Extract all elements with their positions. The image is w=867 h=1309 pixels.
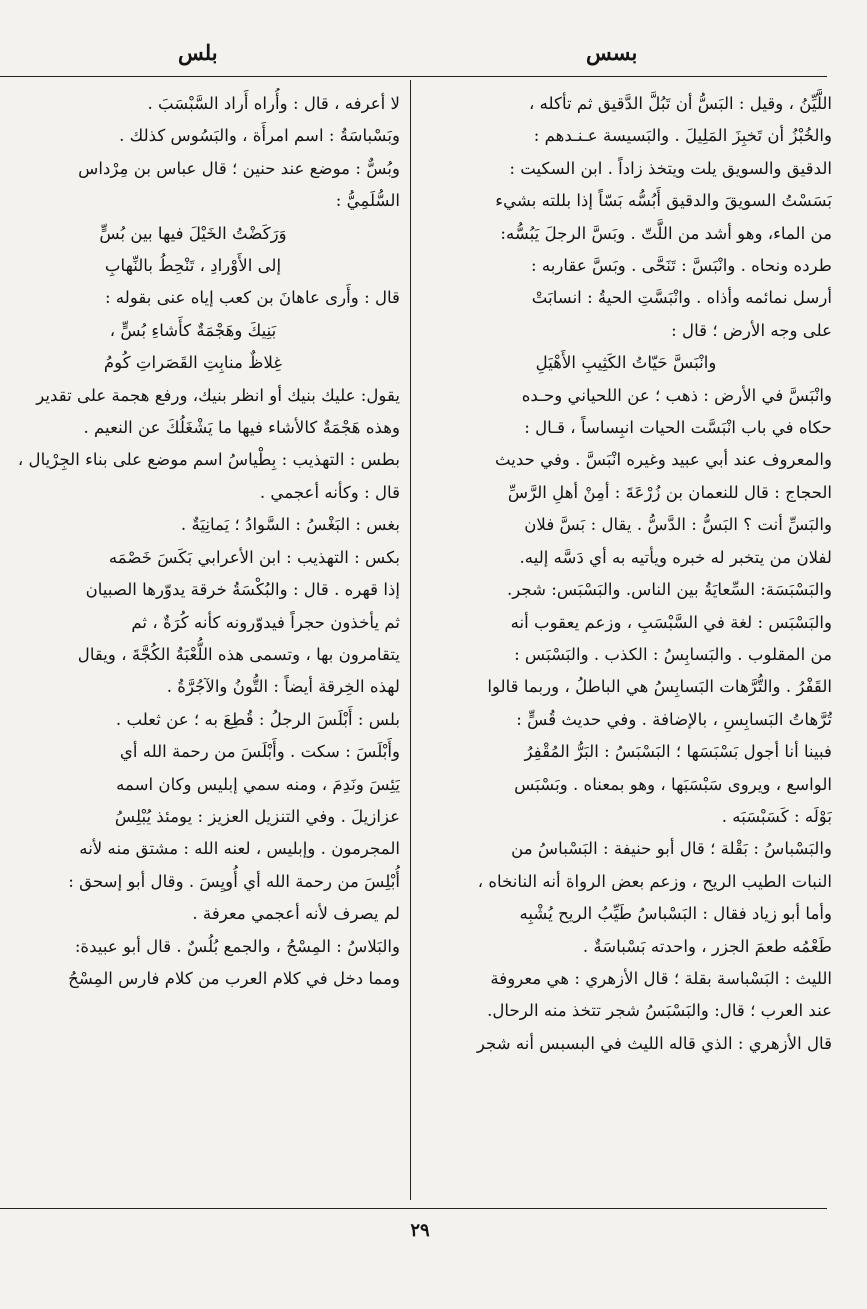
running-header-right: بسس: [586, 40, 638, 65]
text-line: قال : وكأنه أعجمي .: [259, 482, 400, 502]
running-header-left: بلس: [178, 40, 218, 65]
text-line: طَعْمُه طعمَ الجزر ، واحدته بَسْباسَةٌ .: [582, 936, 832, 956]
column-divider: [410, 80, 411, 1200]
text-line: على وجه الأرض ؛ قال :: [671, 320, 832, 340]
text-line: وأَبْلَسَ : سكت . وأَبْلَسَ من رحمة الله أي: [119, 742, 400, 762]
text-line: وبُسٌّ : موضع عند حنين ؛ قال عباس بن مِرْداس: [78, 158, 400, 178]
left-column: [0, 88, 400, 1203]
entry-line: بغس : البَغْسُ : السَّوادُ ؛ يَمانِيَةٌ .: [180, 515, 400, 535]
text-line: والبَلاسُ : المِسْحُ ، والجمع بُلُسٌ . قال أبو عبيدة:: [74, 936, 400, 956]
text-line: والبَسْبَس : لغة في السَّبْسَبِ ، وزعم يعقوب أنه: [510, 612, 832, 632]
text-line: والمعروف عند أبي عبيد وغيره انْبَسَّ . وفي حديث: [494, 450, 832, 470]
text-line: النبات الطيب الريح ، وزعم بعض الرواة أنه النانخاه ،: [477, 871, 832, 891]
text-line: حكاه في باب انْبَسَّت الحيات انبِساساً ، قـال :: [524, 418, 832, 438]
verse-line: بَنِيكَ وهَجْمَةٌ كأَشاءِ بُسٍّ ،: [109, 320, 277, 340]
text-line: عزازيلَ . وفي التنزيل العزيز : يومئذ يُبْلِسُ: [114, 806, 400, 826]
entry-line: بلس : أَبْلَسَ الرجلُ : قُطِعَ به ؛ عن ثعلب .: [115, 709, 400, 729]
text-line: لهذه الخِرقة أيضاً : التُّونُ والآجُرَّةُ .: [166, 677, 400, 697]
text-line: طرده ونحاه . وانْبَسَّ : تَنَحَّى . وبَسَّ عقاربه :: [531, 256, 832, 276]
text-line: والخُبْزُ أن تَخبِزَ المَلِيلَ . والبَسيسة عـنـدهم :: [533, 126, 832, 146]
text-line: بَسَسْتُ السويقَ والدقيق أَبُسُّه بَسّاً إذا بللته بشيء: [495, 191, 832, 211]
text-line: الواسع ، ويروى سَبْسَبَها ، وهو بمعناه . وبَسْبَس: [514, 774, 832, 794]
verse-line: غِلاظٌ منابِتِ القَصَراتِ كُومُ: [103, 353, 283, 373]
text-line: من الماء، وهو أشد من اللَّتّ . وبَسَّ الرجلَ يَبُسُّه:: [500, 223, 832, 243]
text-line: الدقيق والسويق يلت ويتخذ زاداً . ابن السكيت :: [509, 158, 832, 178]
text-line: والبَسْبَسَة: السِّعايَةُ بين الناس. والبَسْبَس: شجر.: [506, 580, 832, 600]
text-line: قال الأزهري : الذي قاله الليث في البسبس أنه شجر: [476, 1033, 832, 1053]
text-line: والبَسِّ أنت ؟ البَسُّ : الدَّسُّ . يقال : بَسَّ فلان: [524, 515, 832, 535]
text-line: أُبْلِسَ من رحمة الله أي أُويِسَ . وقال أبو إسحق :: [68, 871, 400, 891]
text-line: يَئِسَ ونَدِمَ ، ومنه سمي إبليس وكان اسمه: [116, 774, 400, 794]
entry-line: بطس : التهذيب : بِطْياسُ اسم موضع على بناء الجِرْيال ،: [17, 450, 400, 470]
text-line: وانْبَسَّ في الأرض : ذهب ؛ عن اللحياني وحـده: [521, 385, 832, 405]
text-line: ثم يأخذون حجراً فيدوّرونه كأنه كُرَةٌ ، ثم: [131, 612, 400, 632]
text-line: يتقامرون بها ، وتسمى هذه اللُّعْبَةُ الكُجَّةَ ، ويقال: [77, 644, 400, 664]
text-line: بَوْلَه : كَسَبْسَبَه .: [721, 806, 832, 826]
verse-line: وَرَكَضْتُ الخَيْلَ فيها بين بُسٍّ: [99, 223, 287, 243]
verse-line: وانْبَسَّ حَيّاتُ الكَثِيبِ الأَهْيَلِ: [535, 353, 717, 373]
text-line: وهذه هَجْمَةٌ كالأشاء فيها ما يَشْغَلُكَ عن النعيم .: [83, 418, 400, 438]
text-line: القَفْرُ . والتُّرَّهات البَسابِسُ هي الباطلُ ، وربما قالوا: [487, 677, 832, 697]
verse-line: إلى الأَوْرادِ ، تَنْحِطُ بالنِّهابِ: [104, 256, 282, 276]
text-line: وبَسْباسَةُ : اسم امرأَة ، والبَسُوس كذلك .: [119, 126, 400, 146]
text-line: ومما دخل في كلام العرب من كلام فارس المِسْحُ: [68, 968, 400, 988]
text-line: المجرمون . وإبليس ، لعنه الله : مشتق منه لأنه: [79, 839, 400, 859]
text-line: إذا قهره . قال : والبُكْسَةُ خرقة يدوّرها الصبيان: [85, 580, 400, 600]
footer-rule: [0, 1208, 827, 1209]
text-line: لم يصرف لأنه أعجمي معرفة .: [192, 904, 400, 924]
text-line: اللَّيِّنُ ، وقيل : البَسُّ أن تَبُلَّ الدَّقيق ثم تأكله ،: [529, 94, 832, 113]
text-line: لا أعرفه ، قال : وأُراه أَراد السَّبْسَبَ .: [147, 94, 400, 113]
text-line: يقول: عليك بنيك أو انظر بنيك، ورفع هجمة على تقدير: [36, 385, 400, 405]
header-rule: [0, 76, 827, 77]
text-line: السُّلَمِيُّ :: [335, 191, 400, 211]
right-column: [420, 88, 832, 1203]
text-line: عند العرب ؛ قال: والبَسْبَسُ شجر تتخذ منه الرحال.: [487, 1001, 832, 1021]
page-number: ٢٩: [410, 1220, 430, 1241]
text-line: الليث : البَسْباسة بقلة ؛ قال الأزهري : هي معروفة: [490, 968, 832, 988]
text-line: والبَسْباسُ : بَقْلة ؛ قال أبو حنيفة : البَسْباسُ من: [511, 839, 832, 859]
text-line: الحجاج : قال للنعمان بن زُرْعَةَ : أمِنْ أهلِ الرَّسِّ: [507, 482, 832, 502]
text-line: تُرَّهاتُ البَسابِسِ ، بالإضافة . وفي حديث قُسٍّ :: [516, 709, 832, 729]
entry-line: بكس : التهذيب : ابن الأعرابي بَكَسَ خَصْمَه: [108, 547, 400, 567]
text-line: لفلان من يتخبر له خبره ويأتيه به أي دَسَّه إليه.: [519, 547, 832, 567]
text-line: قال : وأَرى عاهانَ بن كعب إياه عنى بقوله :: [105, 288, 400, 308]
text-line: فبينا أنا أجول بَسْبَسَها ؛ البَسْبَسُ : البَرُّ المُقْفِرُ: [524, 742, 832, 762]
text-line: من المقلوب . والبَسابِسُ : الكذب . والبَسْبَس :: [514, 644, 832, 664]
text-line: أرسل نمائمه وأذاه . وانْبَسَّتِ الحيةُ : انسابَتْ: [531, 288, 832, 308]
text-line: وأما أبو زياد فقال : البَسْباسُ طَيِّبُ الريح يُشْبِه: [519, 904, 832, 924]
